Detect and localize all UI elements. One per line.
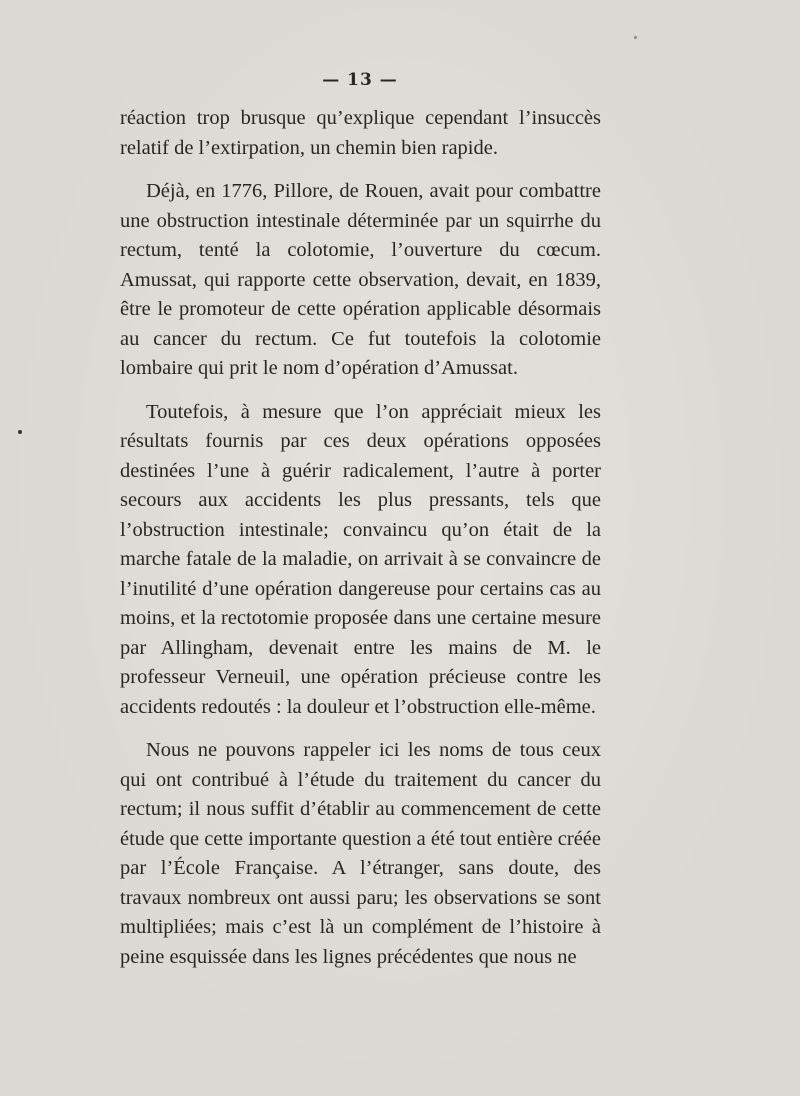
ink-speck	[18, 430, 22, 434]
paragraph-2: Déjà, en 1776, Pillore, de Rouen, avait pour combattre une obstruction intestinale déterminée par un squirrhe du rectum, tenté la colotomie, l’ouverture du cœcum. Amussat, qui rapporte cette observation, devait, en 1839, être le promoteur de cette opération applicable désormais au cancer du rectum. Ce fut toutefois la colotomie lombaire qui prit le nom d’opération d’Amussat.	[120, 180, 601, 379]
page-number: — 13 —	[322, 70, 398, 90]
ink-speck	[634, 36, 637, 39]
paragraph-3: Toutefois, à mesure que l’on appréciait mieux les résultats fournis par ces deux opérations opposées destinées l’une à guérir radicalement, l’autre à porter secours aux accidents les plus pressants, tels que l’obstruction intestinale; convaincu qu’on était de la marche fatale de la maladie, on arrivait à se convaincre de l’inutilité d’une opération dangereuse pour certains cas au moins, et la rectotomie proposée dans une certaine mesure par Allingham, devenait entre les mains de M. le professeur Verneuil, une opération précieuse contre les accidents redoutés : la douleur et l’obstruction elle-même.	[120, 400, 601, 718]
body-text	[120, 104, 601, 986]
paragraph-4: Nous ne pouvons rappeler ici les noms de tous ceux qui ont contribué à l’étude du traitement du cancer du rectum; il nous suffit d’établir au commencement de cette étude que cette importante question a été tout entière créée par l’École Française. A l’étranger, sans doute, des travaux nombreux ont aussi paru; les observations se sont multipliées; mais c’est là un complément de l’histoire à peine esquissée dans les lignes précédentes que nous ne	[120, 739, 601, 968]
paragraph-1: réaction trop brusque qu’explique cependant l’insuccès relatif de l’extirpation, un chemin bien rapide.	[120, 107, 601, 159]
